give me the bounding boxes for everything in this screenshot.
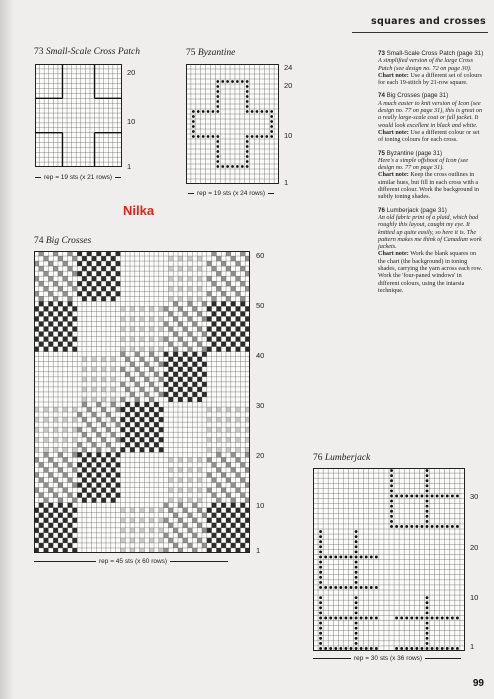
chart-76-repeat-label: rep = 30 sts (x 36 rows) xyxy=(313,655,461,662)
chart-74-name: Big Crosses xyxy=(45,236,92,246)
chart-74-number: 74 xyxy=(34,236,44,246)
note-73: 73 Small-Scale Cross Patch (page 31) A simplified version of the large Cross Patch (see design no. 72 on page 30). Chart note: Use a different set of colours for each 19-stitch by 21-row square. xyxy=(378,50,484,87)
chart-75-row-label: 20 xyxy=(284,81,293,90)
chart-76-number: 76 xyxy=(313,453,323,463)
chart-74-row-label: 60 xyxy=(256,251,265,260)
chart-74-row-label: 10 xyxy=(256,501,265,510)
section-header: squares and crosses xyxy=(371,16,486,27)
chart-notes-column xyxy=(378,50,484,300)
chart-73-grid xyxy=(35,64,122,167)
chart-73-row-label: 10 xyxy=(127,117,136,126)
chart-74-row-label: 40 xyxy=(256,351,265,360)
chart-75-row-label: 10 xyxy=(284,131,293,140)
chart-73-row-label: 20 xyxy=(127,68,136,77)
chart-74-grid xyxy=(34,251,250,553)
chart-76-row-label: 20 xyxy=(470,543,479,552)
chart-74-title xyxy=(34,236,91,246)
chart-75-grid xyxy=(186,64,279,184)
chart-76-title xyxy=(313,453,370,463)
chart-73-name: Small-Scale Cross Patch xyxy=(45,47,140,57)
chart-75-title xyxy=(186,48,235,58)
chart-75-row-label: 24 xyxy=(284,63,293,72)
page-gutter-shadow xyxy=(0,0,14,699)
watermark-nilka: Nilka xyxy=(123,203,155,218)
chart-76-row-label: 30 xyxy=(470,492,479,501)
chart-76-row-label: 1 xyxy=(470,642,475,651)
chart-75-repeat-label: rep = 19 sts (x 24 rows) xyxy=(188,190,274,197)
page-number: 99 xyxy=(472,678,484,689)
chart-74-row-label: 1 xyxy=(256,546,261,555)
chart-74-row-label: 30 xyxy=(256,401,265,410)
chart-73-row-label: 1 xyxy=(127,162,132,171)
note-75: 75 Byzantine (page 31) Here's a simple offshoot of Icon (see design no. 77 on page 31). Chart note: Keep the cross outlines in similar hues, but fill in each cross with a different colour. Work the background in subtly toning shades. xyxy=(378,149,479,201)
chart-75-name: Byzantine xyxy=(197,48,236,58)
note-76: 76 Lumberjack (page 31) An old fabric print of a plaid, which had roughly this layout, caught my eye. It knitted up quite easily, so here it is. The pattern makes me think of Canadian work jackets. Chart note: Work the blank squares on the chart (the background) in toning shades, carrying the yarn across each row. Work the 'four-paned windows' in different colours, using the intarsia technique. xyxy=(378,206,483,294)
note-74: 74 Big Crosses (page 31) A much easier to knit version of Icon (see design no. 77 on page 31), this is great on a really large-scale coat or full jacket. It would look excellent in black and white. Chart note: Use a different colour or set of toning colours for each cross. xyxy=(378,92,483,144)
chart-74-row-label: 50 xyxy=(256,301,265,310)
chart-76-grid xyxy=(313,468,465,651)
chart-75-number: 75 xyxy=(186,48,196,58)
chart-73-title xyxy=(34,47,140,57)
chart-73-number: 73 xyxy=(34,47,44,57)
header-rule xyxy=(352,32,488,33)
chart-74-row-label: 20 xyxy=(256,451,265,460)
chart-73-repeat-label: rep = 19 sts (x 21 rows) xyxy=(35,174,121,181)
chart-76-row-label: 10 xyxy=(470,593,479,602)
chart-74-repeat-label: rep = 45 sts (x 60 rows) xyxy=(34,558,228,565)
chart-76-name: Lumberjack xyxy=(324,453,371,463)
chart-75-row-label: 1 xyxy=(284,178,289,187)
